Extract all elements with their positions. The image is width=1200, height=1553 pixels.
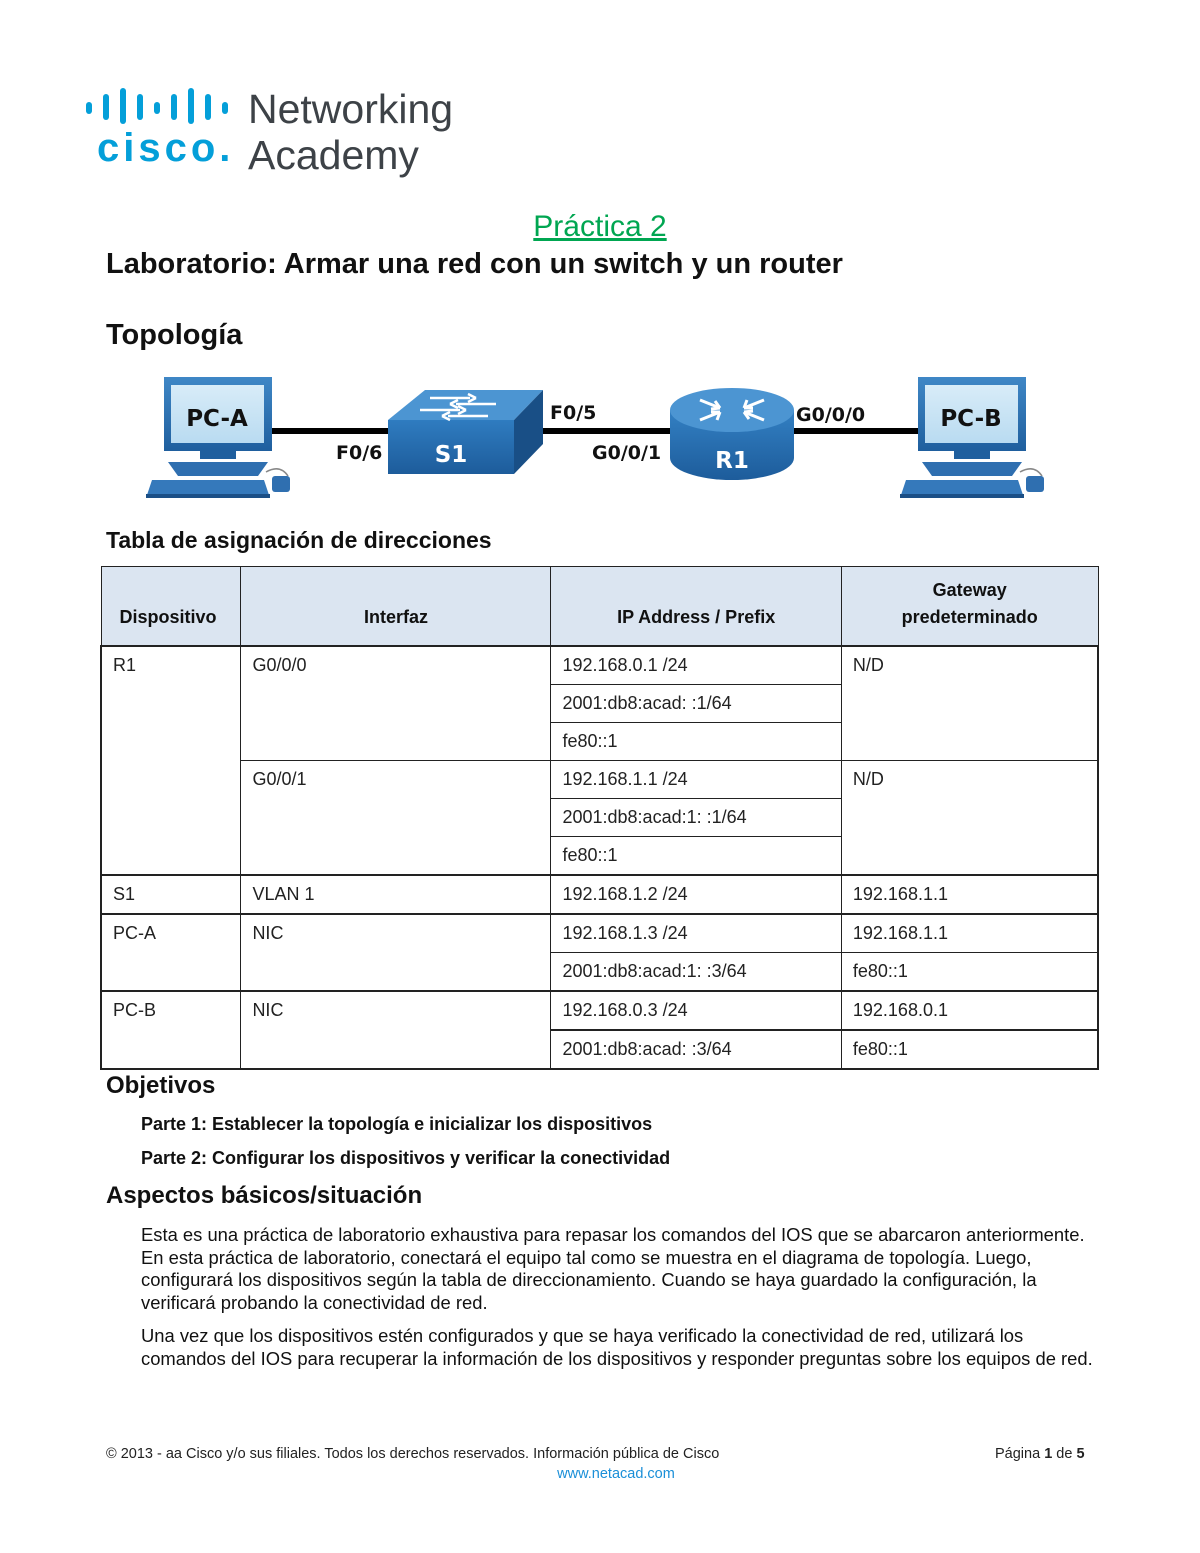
footer-page-number: Página 1 de 5 [995,1446,1085,1462]
objectives-heading: Objetivos [106,1072,216,1099]
s1-switch-icon [388,390,543,474]
background-heading: Aspectos básicos/situación [106,1182,423,1209]
cell-ip: 2001:db8:acad:1: :3/64 [551,953,841,992]
lab-title: Laboratorio: Armar una red con un switch y un router [106,248,843,280]
cell-interface: NIC [241,914,551,991]
cell-gateway: fe80::1 [841,953,1098,992]
logo-line-academy: Academy [248,132,419,178]
header-ip: IP Address / Prefix [551,567,841,647]
topology-heading: Topología [106,319,243,351]
r1-router-icon [670,388,794,480]
table-row [101,991,1098,1030]
background-paragraph: Una vez que los dispositivos estén configurados y que se haya verificado la conectividad de red, utilizará los comandos del IOS para recuperar la información de los dispositivos y responder preguntas sobre los equipos de red. [141,1325,1093,1369]
r1-label: R1 [715,448,749,474]
pc-b-icon [900,377,1044,498]
header-device: Dispositivo [101,567,241,647]
pc-a-icon [146,377,290,498]
port-label-f0-5: F0/5 [550,402,597,424]
footer-url-link[interactable]: www.netacad.com [557,1466,675,1482]
background-paragraph: Esta es una práctica de laboratorio exhaustiva para repasar los comandos del IOS que se abarcaron anteriormente. En esta práctica de laboratorio, conectará el equipo tal como se muestra en el diagrama de topología. Luego, configurará los dispositivos según la tabla de direccionamiento. Cuando se haya guardado la configuración, la verificará probando la conectividad de red. [141,1224,1085,1313]
addressing-table [100,566,1099,1070]
cisco-wordmark: cisco. [97,126,235,170]
footer-copyright: © 2013 - aa Cisco y/o sus filiales. Todos los derechos reservados. Información pública de Cisco [106,1446,720,1462]
cell-interface: VLAN 1 [241,875,551,914]
practice-label: Práctica 2 [533,210,667,243]
cell-device: R1 [101,646,241,875]
cell-gateway: 192.168.1.1 [841,875,1098,914]
networking-academy-wordmark [248,86,453,178]
table-row [101,875,1098,914]
table-header-row [101,567,1098,647]
cell-gateway: 192.168.0.1 [841,991,1098,1030]
cell-gateway: N/D [841,646,1098,761]
cell-interface: NIC [241,991,551,1069]
header-gateway-line1: Gateway [932,580,1007,600]
cell-ip: fe80::1 [551,723,841,761]
cell-gateway: fe80::1 [841,1030,1098,1069]
cell-ip: 192.168.1.1 /24 [551,761,841,799]
port-label-g0-0-0: G0/0/0 [796,404,866,426]
cell-ip: 2001:db8:acad: :3/64 [551,1030,841,1069]
cell-interface: G0/0/1 [241,761,551,876]
cell-ip: 2001:db8:acad:1: :1/64 [551,799,841,837]
cell-ip: 2001:db8:acad: :1/64 [551,685,841,723]
table-row [101,761,1098,799]
port-label-g0-0-1: G0/0/1 [592,442,662,464]
cell-ip: 192.168.0.3 /24 [551,991,841,1030]
cisco-bars-icon [86,88,236,124]
table-row [101,914,1098,953]
s1-label: S1 [434,442,468,468]
logo-line-networking: Networking [248,86,454,132]
pc-b-label: PC-B [940,406,1002,432]
cell-gateway: 192.168.1.1 [841,914,1098,953]
addressing-table-heading: Tabla de asignación de direcciones [106,527,492,553]
cell-ip: 192.168.1.2 /24 [551,875,841,914]
cell-device: S1 [101,875,241,914]
header-gateway [841,567,1098,647]
cell-device: PC-B [101,991,241,1069]
cell-interface: G0/0/0 [241,646,551,761]
topology-diagram [140,372,1060,507]
header-gateway-line2: predeterminado [901,607,1038,627]
objective-item: Parte 1: Establecer la topología e inicializar los dispositivos [141,1114,653,1134]
header-interface: Interfaz [241,567,551,647]
pc-a-label: PC-A [186,406,248,432]
cell-ip: 192.168.0.1 /24 [551,646,841,685]
objective-item: Parte 2: Configurar los dispositivos y verificar la conectividad [141,1148,671,1168]
table-row [101,646,1098,685]
cell-device: PC-A [101,914,241,991]
port-label-f0-6: F0/6 [336,442,383,464]
cell-ip: 192.168.1.3 /24 [551,914,841,953]
cell-ip: fe80::1 [551,837,841,876]
cisco-networking-academy-logo [82,82,482,182]
cell-gateway: N/D [841,761,1098,876]
